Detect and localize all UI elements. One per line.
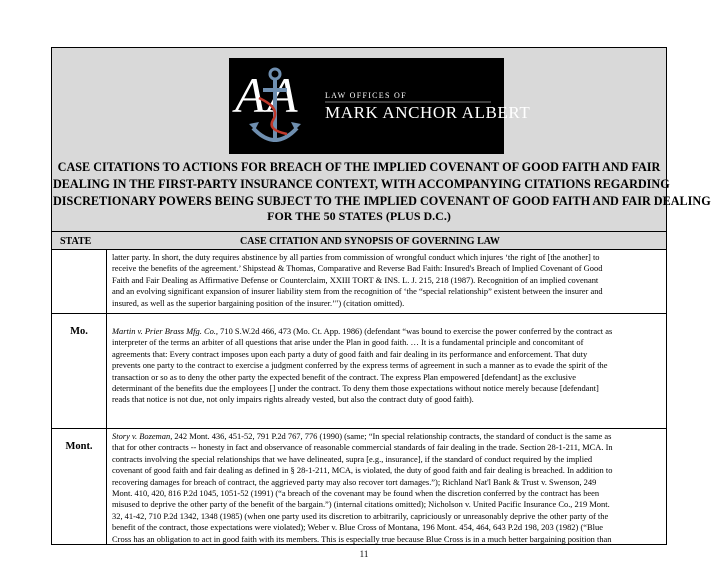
citation-line: reads that notice is not due, not only impairs rights already vested, but also the contract duty of good faith). bbox=[112, 394, 474, 405]
citation-line: 32, 41-42, 710 P.2d 1342, 1348 (1985) (when one party used its discretion to arbitrarily, capriciously or unreasonably deprive the other party of the bbox=[112, 510, 609, 521]
citation-line: that for other contracts -- honesty in fact and observance of reasonable commercial standards of fair dealing in the trade. Section 28-1-211, MCA. In bbox=[112, 442, 613, 453]
svg-text:A: A bbox=[267, 67, 298, 123]
citation-text: , 242 Mont. 436, 451-52, 791 P.2d 767, 776 (1990) (same; “In special relationship contracts, the standard of conduct is the same as bbox=[170, 431, 612, 441]
citation-line: Mont. 410, 420, 816 P.2d 1045, 1051-52 (1991) (“a breach of the covenant may be found when the discretion conferred by the contract has been bbox=[112, 488, 600, 499]
state-cell bbox=[52, 250, 107, 313]
citation-line: prevents one party to the contract to exercise a judgment conferred by the express terms of agreement in such a manner as to evade the spirit of the bbox=[112, 360, 608, 371]
citation-line: agreements that: Every contract imposes upon each party a duty of good faith and fair dealing in its performance and enforcement. That duty bbox=[112, 348, 588, 359]
table-header bbox=[51, 232, 667, 250]
citation-column-header: CASE CITATION AND SYNOPSIS OF GOVERNING LAW bbox=[240, 236, 500, 247]
citation-line: Faith and Fair Dealing as Affirmative Defense or Counterclaim, XXIII TORT & INS. L. J. 215, 218 (1987). Recognition of an implied covenant bbox=[112, 274, 599, 285]
citation-line: and an evolving significant expansion of insurer liability stem from the recognition of ‘the “special relationship” existent between the insurer and bbox=[112, 286, 603, 297]
svg-text:A: A bbox=[235, 67, 266, 123]
citation-line: covenant of good faith and fair dealing as defined in § 28-1-211, MCA, is violated, the duty of good faith and fair dealing is breached. In addition to bbox=[112, 465, 613, 476]
citation-line bbox=[112, 326, 665, 337]
case-name: Martin v. Prier Brass Mfg. Co. bbox=[112, 326, 216, 336]
logo-firm-name: MARK ANCHOR ALBERT bbox=[325, 103, 531, 122]
case-name: Story v. Bozeman bbox=[112, 431, 171, 441]
table-row bbox=[51, 429, 667, 545]
citation-line bbox=[112, 431, 665, 442]
table-row bbox=[51, 314, 667, 429]
document-subtitle: FOR THE 50 STATES (PLUS D.C.) bbox=[267, 209, 451, 223]
state-cell: Mont. bbox=[52, 429, 107, 544]
document-title bbox=[53, 159, 711, 210]
state-cell: Mo. bbox=[52, 314, 107, 428]
citation-line: Cross has an obligation to act in good faith with its members. This is especially true because Blue Cross is in a much better bargaining position than bbox=[112, 533, 612, 544]
citation-cell bbox=[112, 431, 665, 545]
logo-tagline: LAW OFFICES OF bbox=[325, 91, 407, 100]
citation-line: latter party. In short, the duty requires abstinence by all parties from commission of wrongful conduct which injures ‘the right of [the another] to bbox=[112, 252, 600, 262]
citation-text: , 710 S.W.2d 466, 473 (Mo. Ct. App. 1986) (defendant “was bound to exercise the power conferred by the contract as bbox=[215, 326, 613, 336]
citation-line: contracts involving the special relationships that we have delineated, supra [e.g., insurance], if the standard of conduct required by the implied bbox=[112, 453, 593, 464]
citation-line: misused to deprive the other party of the benefit of the bargain.”) (internal citations omitted); Nicholson v. United Pacific Insurance Co., 219 Mont. bbox=[112, 499, 610, 510]
citation-line: determinant of the benefits due the employees [] under the contract. To deny them those expectations without notice merely because [defendant] bbox=[112, 383, 599, 394]
citation-cell bbox=[112, 326, 665, 406]
table-row bbox=[51, 250, 667, 314]
citation-line: receive the benefits of the agreement.’ Shipstead & Thomas, Comparative and Reverse Bad Faith: Insured's Breach of Implied Covenant of Good bbox=[112, 263, 603, 274]
state-column-header: STATE bbox=[60, 236, 92, 247]
citation-line: transaction or so as to deny the other party the expected benefit of the contract. The express Plan empowered [defendant] as the exclusive bbox=[112, 371, 576, 382]
citation-cell bbox=[112, 252, 665, 309]
citation-line: insured, as well as the superior bargaining position of the insurer.’") (citation omitted). bbox=[112, 297, 405, 308]
title-line: CASE CITATIONS TO ACTIONS FOR BREACH OF THE IMPLIED COVENANT OF GOOD FAITH AND FAIR bbox=[57, 160, 661, 174]
citation-line: interpreter of the terms an arbiter of all questions that arise under the Plan in good faith. … It is a fundamental principle and concomitant of bbox=[112, 337, 584, 348]
citation-line: recovering damages for breach of contract, the aggrieved party may also recover tort damages.”); Richland Nat'l Bank & Trust v. Swenson, 249 bbox=[112, 476, 597, 487]
page-number: 11 bbox=[359, 549, 369, 559]
title-line: DISCRETIONARY POWERS BEING SUBJECT TO THE IMPLIED COVENANT OF GOOD FAITH AND FAIR DEALING bbox=[53, 194, 711, 208]
title-line: DEALING IN THE FIRST-PARTY INSURANCE CONTEXT, WITH ACCOMPANYING CITATIONS REGARDING bbox=[53, 177, 670, 191]
firm-logo bbox=[229, 58, 531, 154]
citation-line: benefit of the contract, those expectations were violated); Weber v. Blue Cross of Montana, 196 Mont. 454, 464, 643 P.2d 198, 203 (1982) (“Blue bbox=[112, 522, 603, 533]
